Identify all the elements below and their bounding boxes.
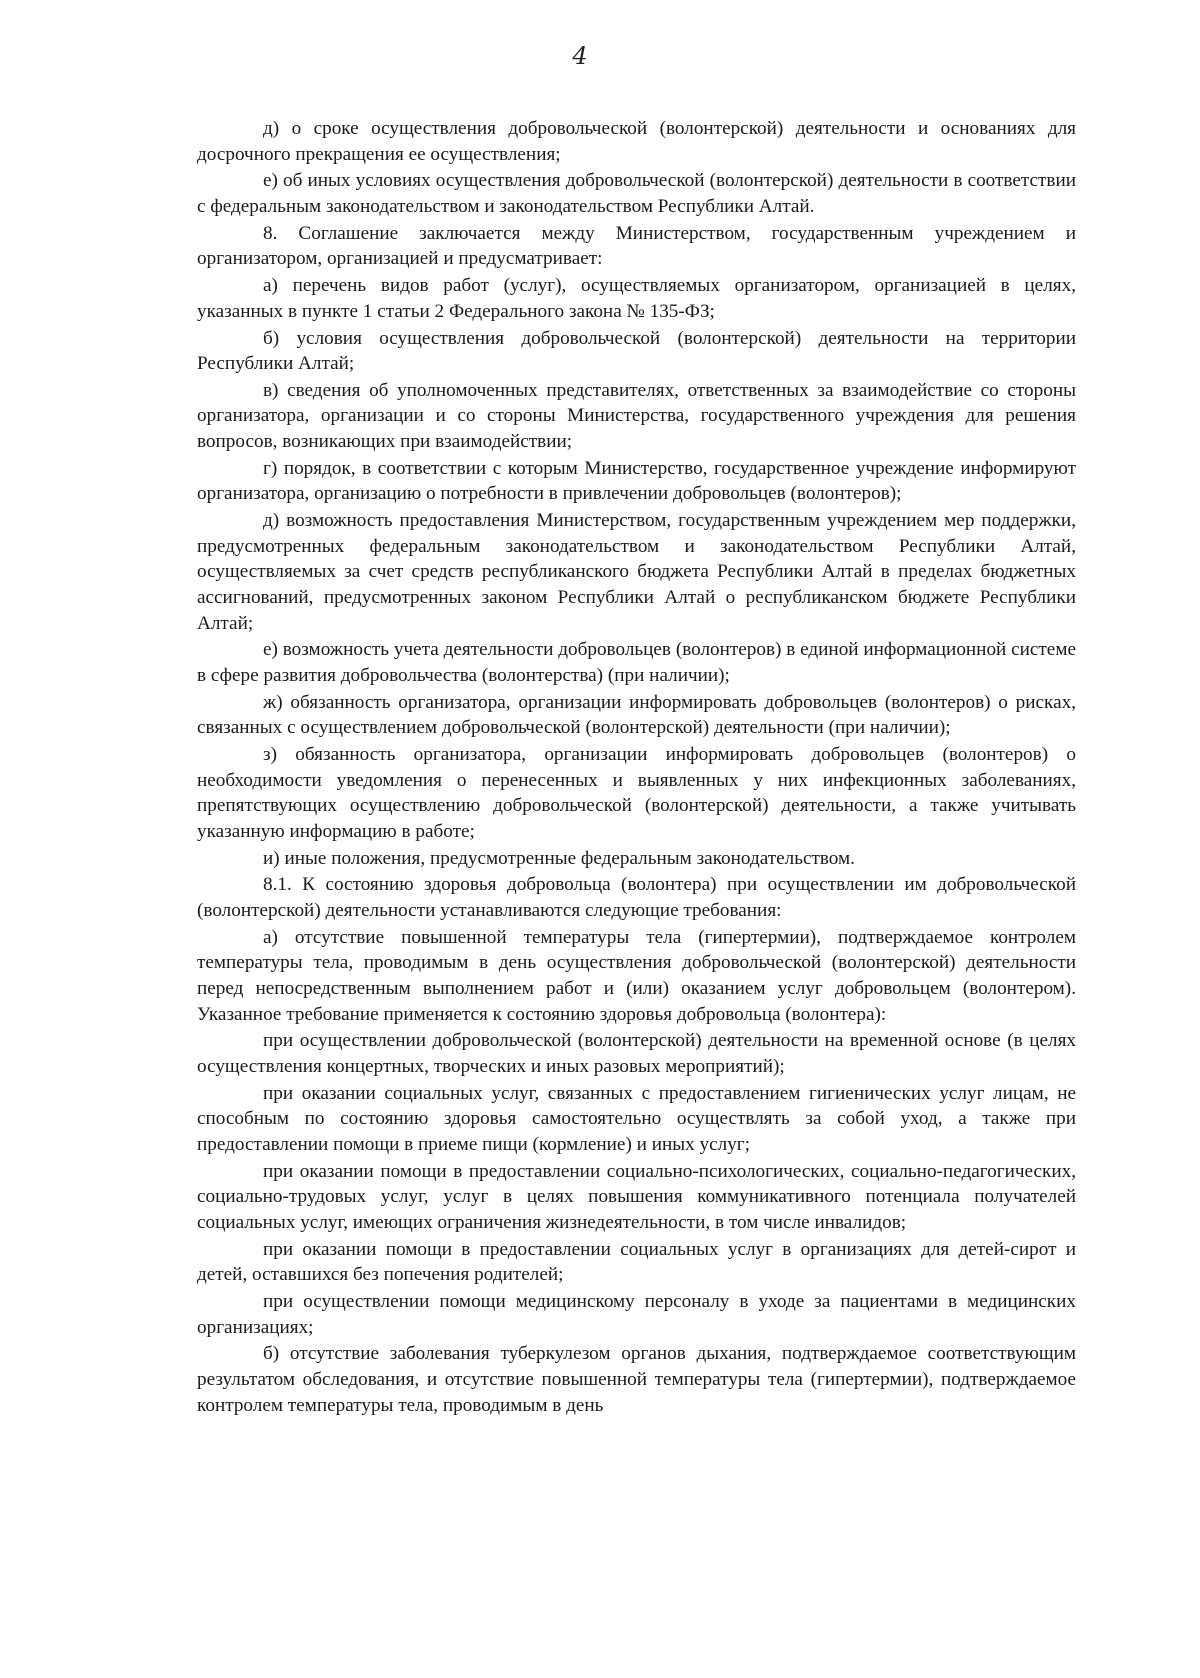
- paragraph: д) возможность предоставления Министерством, государственным учреждением мер поддержки, предусмотренных федеральным законодательством и законодательством Республики Алтай, осуществляемых за счет средств республиканского бюджета Республики Алтай в пределах бюджетных ассигнований, предусмотренных законом Республики Алтай о республиканском бюджете Республики Алтай;: [197, 510, 1076, 634]
- paragraph: д) о сроке осуществления добровольческой (волонтерской) деятельности и основаниях для досрочного прекращения ее осуществления;: [197, 118, 1076, 165]
- paragraph: 8.1. К состоянию здоровья добровольца (волонтера) при осуществлении им добровольческой (волонтерской) деятельности устанавливаются следующие требования:: [197, 874, 1076, 922]
- paragraph: г) порядок, в соответствии с которым Министерство, государственное учреждение информируют организатора, организацию о потребности в привлечении добровольцев (волонтеров);: [197, 457, 1076, 505]
- paragraph: и) иные положения, предусмотренные федеральным законодательством.: [263, 847, 855, 869]
- paragraph: з) обязанность организатора, организации информировать добровольцев (волонтеров) о необходимости уведомления о перенесенных и выявленных у них инфекционных заболеваниях, препятствующих осуществлению добровольческой (волонтерской) деятельности, а также учитывать указанную информацию в работе;: [197, 744, 1076, 842]
- paragraph: а) перечень видов работ (услуг), осуществляемых организатором, организацией в целях, указанных в пункте 1 статьи 2 Федерального закона № 135-ФЗ;: [197, 275, 1076, 322]
- paragraph: а) отсутствие повышенной температуры тела (гипертермии), подтверждаемое контролем температуры тела, проводимым в день осуществления добровольческой (волонтерской) деятельности перед непосредственным выполнением работ и (или) оказанием услуг добровольцем (волонтером). Указанное требование применяется к состоянию здоровья добровольца (волонтера):: [197, 926, 1076, 1025]
- paragraph: е) об иных условиях осуществления добровольческой (волонтерской) деятельности в соответствии с федеральным законодательством и законодательством Республики Алтай.: [197, 170, 1076, 217]
- paragraph: при осуществлении добровольческой (волонтерской) деятельности на временной основе (в целях осуществления концертных, творческих и иных разовых мероприятий);: [197, 1030, 1076, 1077]
- page-number: 4: [572, 42, 588, 70]
- paragraph: в) сведения об уполномоченных представителях, ответственных за взаимодействие со стороны организатора, организации и со стороны Министерства, государственного учреждения для решения вопросов, возникающих при взаимодействии;: [197, 379, 1076, 453]
- paragraph: ж) обязанность организатора, организации информировать добровольцев (волонтеров) о рисках, связанных с осуществлением добровольческой (волонтерской) деятельности (при наличии);: [197, 691, 1076, 739]
- paragraph: при оказании помощи в предоставлении социально-психологических, социально-педагогических, социально-трудовых услуг, услуг в целях повышения коммуникативного потенциала получателей социальных услуг, имеющих ограничения жизнедеятельности, в том числе инвалидов;: [197, 1160, 1076, 1233]
- paragraph: б) условия осуществления добровольческой (волонтерской) деятельности на территории Республики Алтай;: [197, 327, 1076, 375]
- paragraph: е) возможность учета деятельности добровольцев (волонтеров) в единой информационной системе в сфере развития добровольчества (волонтерства) (при наличии);: [197, 639, 1076, 686]
- document-body: [197, 116, 1076, 1419]
- paragraph: 8. Соглашение заключается между Министерством, государственным учреждением и организатором, организацией и предусматривает:: [197, 222, 1076, 270]
- paragraph: б) отсутствие заболевания туберкулезом органов дыхания, подтверждаемое соответствующим результатом обследования, и отсутствие повышенной температуры тела (гипертермии), подтверждаемое контролем температуры тела, проводимым в день: [197, 1343, 1076, 1416]
- paragraph: при оказании помощи в предоставлении социальных услуг в организациях для детей-сирот и детей, оставшихся без попечения родителей;: [197, 1238, 1076, 1286]
- paragraph: при оказании социальных услуг, связанных с предоставлением гигиенических услуг лицам, не способным по состоянию здоровья самостоятельно осуществлять за собой уход, а также при предоставлении помощи в приеме пищи (кормление) и иных услуг;: [197, 1082, 1076, 1155]
- paragraph: при осуществлении помощи медицинскому персоналу в уходе за пациентами в медицинских организациях;: [197, 1291, 1076, 1338]
